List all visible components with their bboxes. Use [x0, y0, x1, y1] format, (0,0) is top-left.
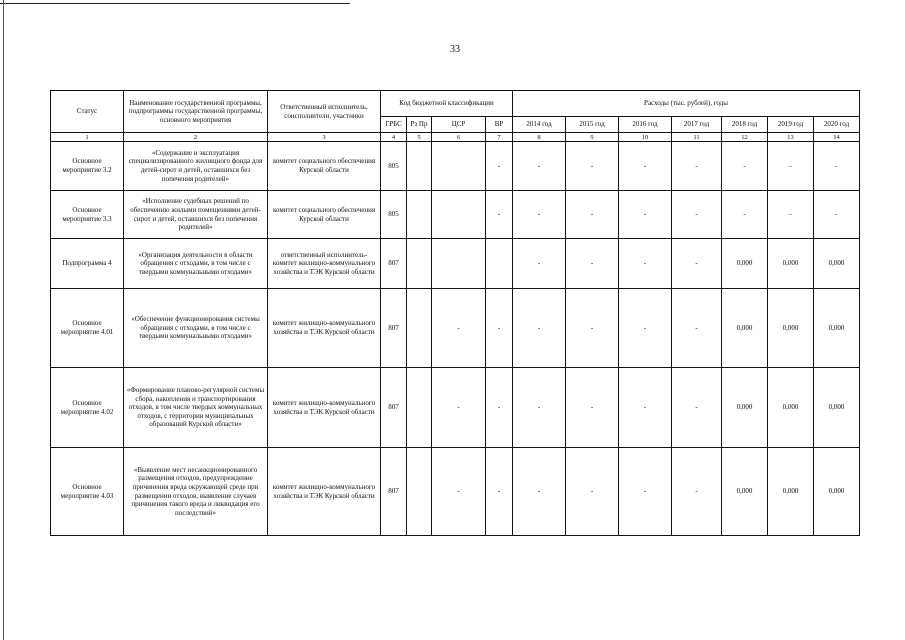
- cell-name: «Обеспечение функционирования системы обращения с отходами, в том числе с твердыми коммунальными отходами»: [124, 289, 268, 368]
- cell-2015: -: [566, 191, 619, 239]
- cell-2015: -: [566, 448, 619, 536]
- cell-2019: 0,000: [768, 368, 814, 448]
- col-number: 1: [51, 133, 124, 142]
- header-budget-code: Код бюджетной классификации: [381, 91, 513, 117]
- col-number: 9: [566, 133, 619, 142]
- cell-rzpr: [407, 448, 432, 536]
- header-rzpr: Рз Пр: [407, 117, 432, 133]
- cell-name: «Организация деятельности в области обращения с отходами, в том числе с твердыми коммунальными отходами»: [124, 239, 268, 289]
- cell-2019: 0,000: [768, 239, 814, 289]
- cell-rzpr: [407, 142, 432, 191]
- cell-2017: -: [672, 239, 722, 289]
- header-name: Наименование государственной программы, подпрограммы государственной программы, основного мероприятия: [124, 91, 268, 133]
- col-number: 6: [432, 133, 486, 142]
- header-year-2017: 2017 год: [672, 117, 722, 133]
- cell-csr: -: [432, 448, 486, 536]
- cell-rzpr: [407, 368, 432, 448]
- cell-2015: -: [566, 239, 619, 289]
- cell-name: «Исполнение судебных решений по обеспечению жилыми помещениями детей-сирот и детей, оставшихся без попечения родителей»: [124, 191, 268, 239]
- header-year-2016: 2016 год: [619, 117, 672, 133]
- header-year-2019: 2019 год: [768, 117, 814, 133]
- header-year-2018: 2018 год: [722, 117, 768, 133]
- cell-2014: -: [513, 142, 566, 191]
- cell-grbs: 807: [381, 239, 407, 289]
- cell-2016: -: [619, 289, 672, 368]
- header-csr: ЦСР: [432, 117, 486, 133]
- cell-executor: комитет социального обеспечения Курской области: [268, 191, 381, 239]
- header-vr: ВР: [486, 117, 513, 133]
- col-number: 14: [814, 133, 860, 142]
- cell-2017: -: [672, 142, 722, 191]
- cell-2020: 0,000: [814, 289, 860, 368]
- cell-status: Основное мероприятие 4.01: [51, 289, 124, 368]
- header-grbs: ГРБС: [381, 117, 407, 133]
- col-number: 3: [268, 133, 381, 142]
- cell-vr: -: [486, 191, 513, 239]
- cell-vr: -: [486, 142, 513, 191]
- cell-rzpr: [407, 289, 432, 368]
- cell-executor: комитет жилищно-коммунального хозяйства и ТЭК Курской области: [268, 368, 381, 448]
- cell-2014: -: [513, 368, 566, 448]
- cell-2020: 0,000: [814, 448, 860, 536]
- cell-2014: -: [513, 289, 566, 368]
- cell-grbs: 807: [381, 289, 407, 368]
- column-number-row: [51, 133, 860, 142]
- table-row: [51, 191, 860, 239]
- cell-status: Основное мероприятие 4.03: [51, 448, 124, 536]
- cell-2014: -: [513, 239, 566, 289]
- cell-executor: ответственный исполнитель- комитет жилищно-коммунального хозяйства и ТЭК Курской области: [268, 239, 381, 289]
- cell-2016: -: [619, 239, 672, 289]
- table-row: [51, 142, 860, 191]
- cell-name: «Формирование планово-регулярной системы сбора, накопления и транспортирования отходов, в том числе твердых коммунальных отходов, с территории муниципальных образований Курской области»: [124, 368, 268, 448]
- cell-grbs: 805: [381, 142, 407, 191]
- cell-2014: -: [513, 448, 566, 536]
- cell-2020: -: [814, 142, 860, 191]
- cell-2018: -: [722, 191, 768, 239]
- cell-2017: -: [672, 368, 722, 448]
- cell-rzpr: [407, 239, 432, 289]
- cell-csr: -: [432, 289, 486, 368]
- cell-rzpr: [407, 191, 432, 239]
- cell-status: Основное мероприятие 3.2: [51, 142, 124, 191]
- cell-2020: 0,000: [814, 239, 860, 289]
- cell-vr: -: [486, 289, 513, 368]
- cell-2015: -: [566, 142, 619, 191]
- table-row: [51, 368, 860, 448]
- cell-csr: [432, 142, 486, 191]
- cell-2014: -: [513, 191, 566, 239]
- cell-executor: комитет социального обеспечения Курской области: [268, 142, 381, 191]
- cell-grbs: 807: [381, 448, 407, 536]
- cell-status: Подпрограмма 4: [51, 239, 124, 289]
- header-executor: Ответственный исполнитель, соисполнители, участники: [268, 91, 381, 133]
- col-number: 8: [513, 133, 566, 142]
- table-row: [51, 448, 860, 536]
- cell-vr: -: [486, 448, 513, 536]
- cell-2016: -: [619, 142, 672, 191]
- scan-edge-line-left: [3, 0, 4, 640]
- cell-executor: комитет жилищно-коммунального хозяйства и ТЭК Курской области: [268, 448, 381, 536]
- cell-2017: -: [672, 448, 722, 536]
- cell-2015: -: [566, 368, 619, 448]
- col-number: 4: [381, 133, 407, 142]
- cell-2016: -: [619, 191, 672, 239]
- cell-csr: [432, 239, 486, 289]
- header-year-2015: 2015 год: [566, 117, 619, 133]
- col-number: 11: [672, 133, 722, 142]
- col-number: 12: [722, 133, 768, 142]
- cell-grbs: 805: [381, 191, 407, 239]
- header-expenses: Расходы (тыс. рублей), годы: [513, 91, 860, 117]
- cell-2020: -: [814, 191, 860, 239]
- cell-2019: -: [768, 191, 814, 239]
- cell-csr: -: [432, 368, 486, 448]
- cell-name: «Выявление мест несанкционированного размещения отходов, предупреждение причинения вреда окружающей среде при размещении отходов, выявление случаев причинения такого вреда и ликвидация его последствий»: [124, 448, 268, 536]
- cell-name: «Содержание и эксплуатация специализированного жилищного фонда для детей-сирот и детей, оставшихся без попечения родителей»: [124, 142, 268, 191]
- table-row: [51, 289, 860, 368]
- scan-edge-line-top: [0, 3, 350, 4]
- cell-vr: [486, 239, 513, 289]
- header-year-2020: 2020 год: [814, 117, 860, 133]
- header-status: Статус: [51, 91, 124, 133]
- cell-2019: 0,000: [768, 448, 814, 536]
- cell-status: Основное мероприятие 3.3: [51, 191, 124, 239]
- cell-2017: -: [672, 191, 722, 239]
- cell-status: Основное мероприятие 4.02: [51, 368, 124, 448]
- cell-2015: -: [566, 289, 619, 368]
- cell-2016: -: [619, 448, 672, 536]
- cell-2018: 0,000: [722, 368, 768, 448]
- cell-2016: -: [619, 368, 672, 448]
- header-row: [51, 91, 860, 117]
- cell-csr: [432, 191, 486, 239]
- page-number: 33: [450, 44, 460, 55]
- cell-2018: 0,000: [722, 239, 768, 289]
- col-number: 2: [124, 133, 268, 142]
- cell-grbs: 807: [381, 368, 407, 448]
- cell-2017: -: [672, 289, 722, 368]
- col-number: 13: [768, 133, 814, 142]
- cell-2019: 0,000: [768, 289, 814, 368]
- table-row: [51, 239, 860, 289]
- col-number: 7: [486, 133, 513, 142]
- cell-executor: комитет жилищно-коммунального хозяйства и ТЭК Курской области: [268, 289, 381, 368]
- cell-2018: 0,000: [722, 289, 768, 368]
- cell-2018: -: [722, 142, 768, 191]
- header-year-2014: 2014 год: [513, 117, 566, 133]
- cell-2018: 0,000: [722, 448, 768, 536]
- cell-2019: -: [768, 142, 814, 191]
- col-number: 10: [619, 133, 672, 142]
- cell-2020: 0,000: [814, 368, 860, 448]
- cell-vr: -: [486, 368, 513, 448]
- budget-table: [50, 90, 860, 536]
- col-number: 5: [407, 133, 432, 142]
